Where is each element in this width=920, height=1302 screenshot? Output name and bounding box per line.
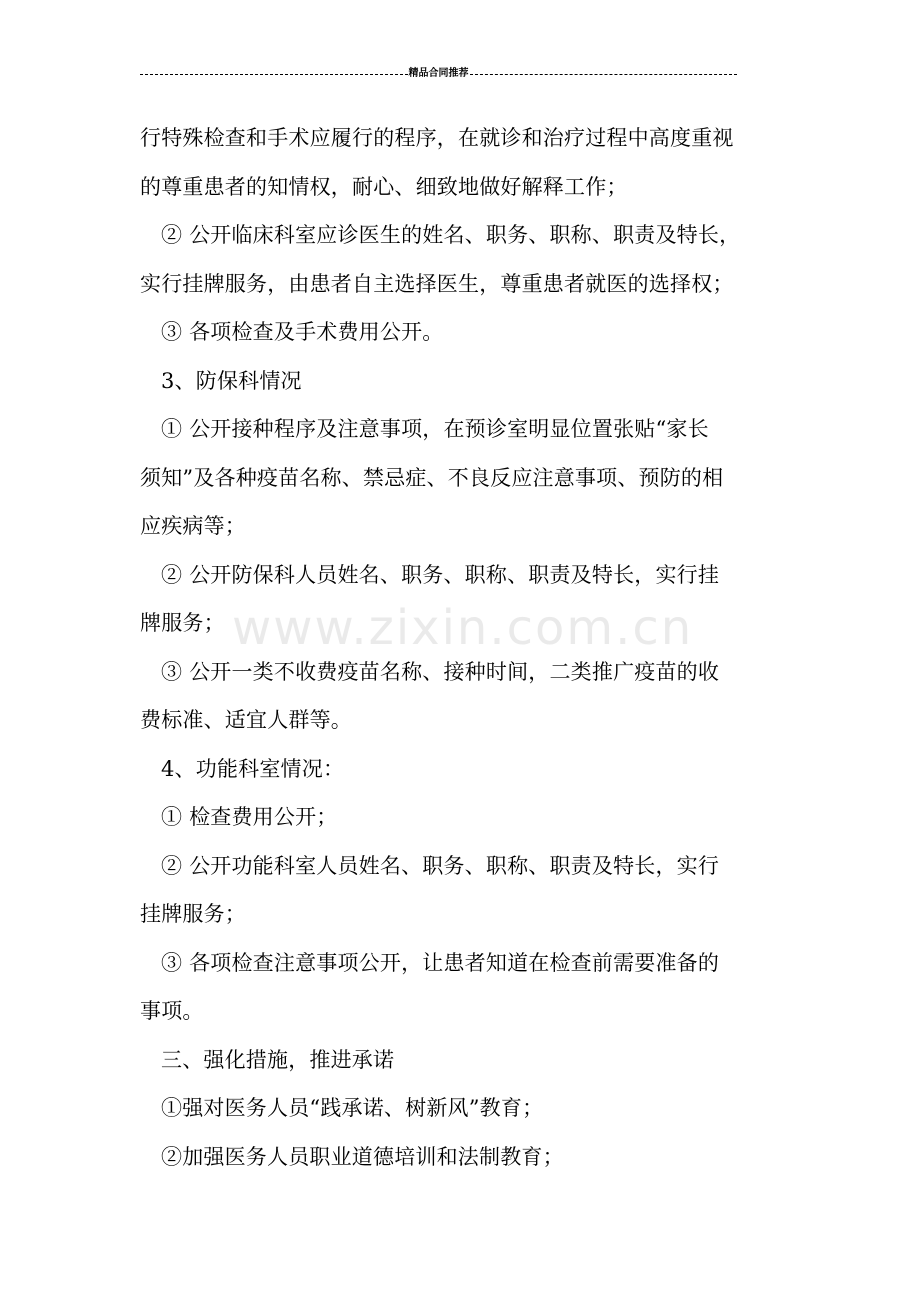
text-line: 事项。	[140, 999, 204, 1023]
page-header	[140, 66, 737, 82]
watermark: www.zixin.com.cn	[232, 600, 694, 656]
text-line: 行特殊检查和手术应履行的程序，在就诊和治疗过程中高度重视	[140, 126, 734, 150]
text-line: 费标准、适宜人群等。	[140, 708, 352, 732]
text-line: ②加强医务人员职业道德培训和法制教育；	[161, 1144, 564, 1169]
text-line: ③ 各项检查及手术费用公开。	[161, 320, 444, 344]
text-line: ① 检查费用公开；	[161, 805, 338, 829]
header-title: 精品合同推荐	[408, 68, 469, 79]
header-dash-right	[470, 74, 738, 75]
section-heading: 三、强化措施，推进承诺	[161, 1047, 395, 1072]
text-line: ② 公开防保科人员姓名、职务、职称、职责及特长，实行挂	[161, 562, 720, 587]
document-body	[140, 118, 785, 1185]
section-heading: 4、功能科室情况：	[161, 756, 345, 781]
text-line: ③ 各项检查注意事项公开，让患者知道在检查前需要准备的	[161, 950, 720, 975]
text-line: 的尊重患者的知情权，耐心、细致地做好解释工作；	[140, 174, 628, 199]
text-line: ①强对医务人员“践承诺、树新风”教育；	[161, 1096, 544, 1120]
text-line: 须知”及各种疫苗名称、禁忌症、不良反应注意事项、预防的相	[140, 465, 724, 490]
text-line: ② 公开临床科室应诊医生的姓名、职务、职称、职责及特长，	[161, 223, 741, 247]
section-heading: 3、防保科情况	[161, 368, 302, 393]
text-line: ③ 公开一类不收费疫苗名称、接种时间，二类推广疫苗的收	[161, 659, 720, 684]
text-line: 挂牌服务；	[140, 902, 246, 926]
text-line: ① 公开接种程序及注意事项，在预诊室明显位置张贴“家长	[161, 417, 709, 441]
text-line: ② 公开功能科室人员姓名、职务、职称、职责及特长，实行	[161, 853, 720, 878]
text-line: 牌服务；	[140, 611, 225, 635]
text-line: 实行挂牌服务，由患者自主选择医生，尊重患者就医的选择权；	[140, 271, 734, 296]
text-line: 应疾病等；	[140, 514, 246, 538]
header-dash-left	[140, 74, 408, 75]
